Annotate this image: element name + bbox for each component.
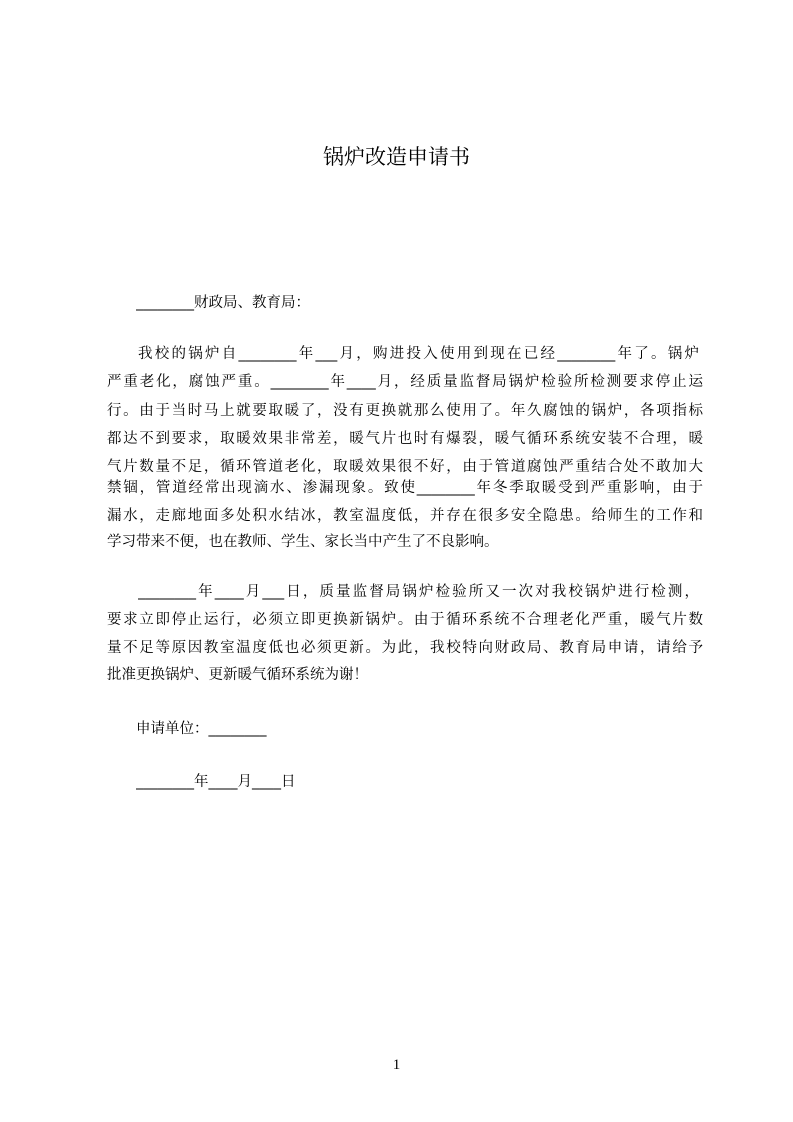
paragraph-1-line: 行。由于当时马上就要取暖了，没有更换就那么使用了。年久腐蚀的锅炉，各项指标 [107, 403, 703, 419]
salutation: ________财政局、教育局： [136, 295, 310, 311]
paragraph-1-line: 漏水，走廊地面多处积水结冰，教室温度低，并存在很多安全隐患。给师生的工作和 [107, 508, 703, 524]
date-line: ________年____月____日 [136, 774, 296, 790]
paragraph-1-line: 禁锢，管道经常出现滴水、渗漏现象。致使________年冬季取暖受到严重影响，由于 [107, 480, 703, 496]
document-title: 锅炉改造申请书 [323, 145, 470, 169]
paragraph-1-line: 严重老化，腐蚀严重。________年____月，经质量监督局锅炉检验所检测要求停止运 [107, 374, 703, 390]
paragraph-2-line: ________年____月___日，质量监督局锅炉检验所又一次对我校锅炉进行检测， [138, 584, 699, 600]
paragraph-2-line: 要求立即停止运行，必须立即更换新锅炉。由于循环系统不合理老化严重，暖气片数 [107, 612, 703, 628]
page-number: 1 [392, 1057, 401, 1073]
applicant-line: 申请单位：________ [136, 721, 267, 737]
paragraph-1-line: 我校的锅炉自________年___月，购进投入使用到现在已经________年了。锅炉 [138, 346, 699, 362]
paragraph-1-line: 学习带来不便，也在教师、学生、家长当中产生了不良影响。 [107, 534, 499, 550]
paragraph-1-line: 都达不到要求，取暖效果非常差，暖气片也时有爆裂，暖气循环系统安装不合理，暖 [107, 431, 703, 447]
paragraph-2-line: 批准更换锅炉、更新暖气循环系统为谢！ [107, 667, 368, 683]
paragraph-2-line: 量不足等原因教室温度低也必须更新。为此，我校特向财政局、教育局申请，请给予 [107, 640, 703, 656]
paragraph-1-line: 气片数量不足，循环管道老化，取暖效果很不好，由于管道腐蚀严重结合处不敢加大 [107, 459, 703, 475]
